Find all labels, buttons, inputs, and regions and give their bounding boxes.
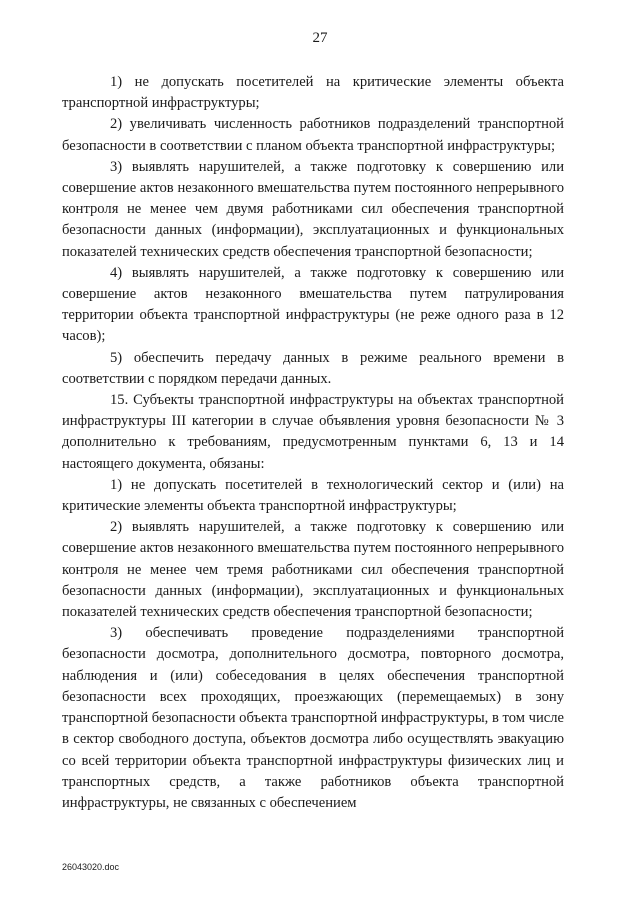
paragraph: 15. Субъекты транспортной инфраструктуры на объектах транспортной инфраструктуры III категории в случае объявления уровня безопасности № 3 дополнительно к требованиям, предусмотренным пунктами 6, 13 и 14 настоящего документа, обязаны: [62,392,564,472]
page-number: 27 [312,30,328,46]
paragraph: 1) не допускать посетителей в технологический сектор и (или) на критические элементы объекта транспортной инфраструктуры; [62,476,564,515]
paragraph: 3) обеспечивать проведение подразделениями транспортной безопасности досмотра, дополнительного досмотра, повторного досмотра, наблюдения и (или) собеседования в целях обеспечения транспортной безопасности всех проходящих, проезжающих (перемещаемых) в зону транспортной безопасности объекта транспортной инфраструктуры, в том числе в сектор свободного доступа, объектов досмотра либо осуществлять эвакуацию со всей территории объекта транспортной инфраструктуры физических лиц и транспортных средств, а также работников объекта транспортной инфраструктуры, не связанных с обеспечением [62,625,564,811]
paragraph: 3) выявлять нарушителей, а также подготовку к совершению или совершение актов незаконного вмешательства путем постоянного непрерывного контроля не менее чем двумя работниками сил обеспечения транспортной безопасности данных (информации), эксплуатационных и функциональных показателей технических средств обеспечения транспортной безопасности; [62,158,564,260]
paragraph: 5) обеспечить передачу данных в режиме реального времени в соответствии с порядком передачи данных. [62,349,564,387]
document-body [62,72,564,814]
footer-filename: 26043020.doc [62,862,120,872]
paragraph: 1) не допускать посетителей на критические элементы объекта транспортной инфраструктуры; [62,74,564,112]
paragraph: 2) выявлять нарушителей, а также подготовку к совершению или совершение актов незаконного вмешательства путем постоянного непрерывного контроля не менее чем тремя работниками сил обеспечения транспортной безопасности данных (информации), эксплуатационных и функциональных показателей технических средств обеспечения транспортной безопасности; [62,519,564,621]
paragraph: 2) увеличивать численность работников подразделений транспортной безопасности в соответствии с планом объекта транспортной инфраструктуры; [62,116,564,154]
paragraph: 4) выявлять нарушителей, а также подготовку к совершению или совершение актов незаконного вмешательства путем патрулирования территории объекта транспортной инфраструктуры (не реже одного раза в 12 часов); [62,264,564,345]
